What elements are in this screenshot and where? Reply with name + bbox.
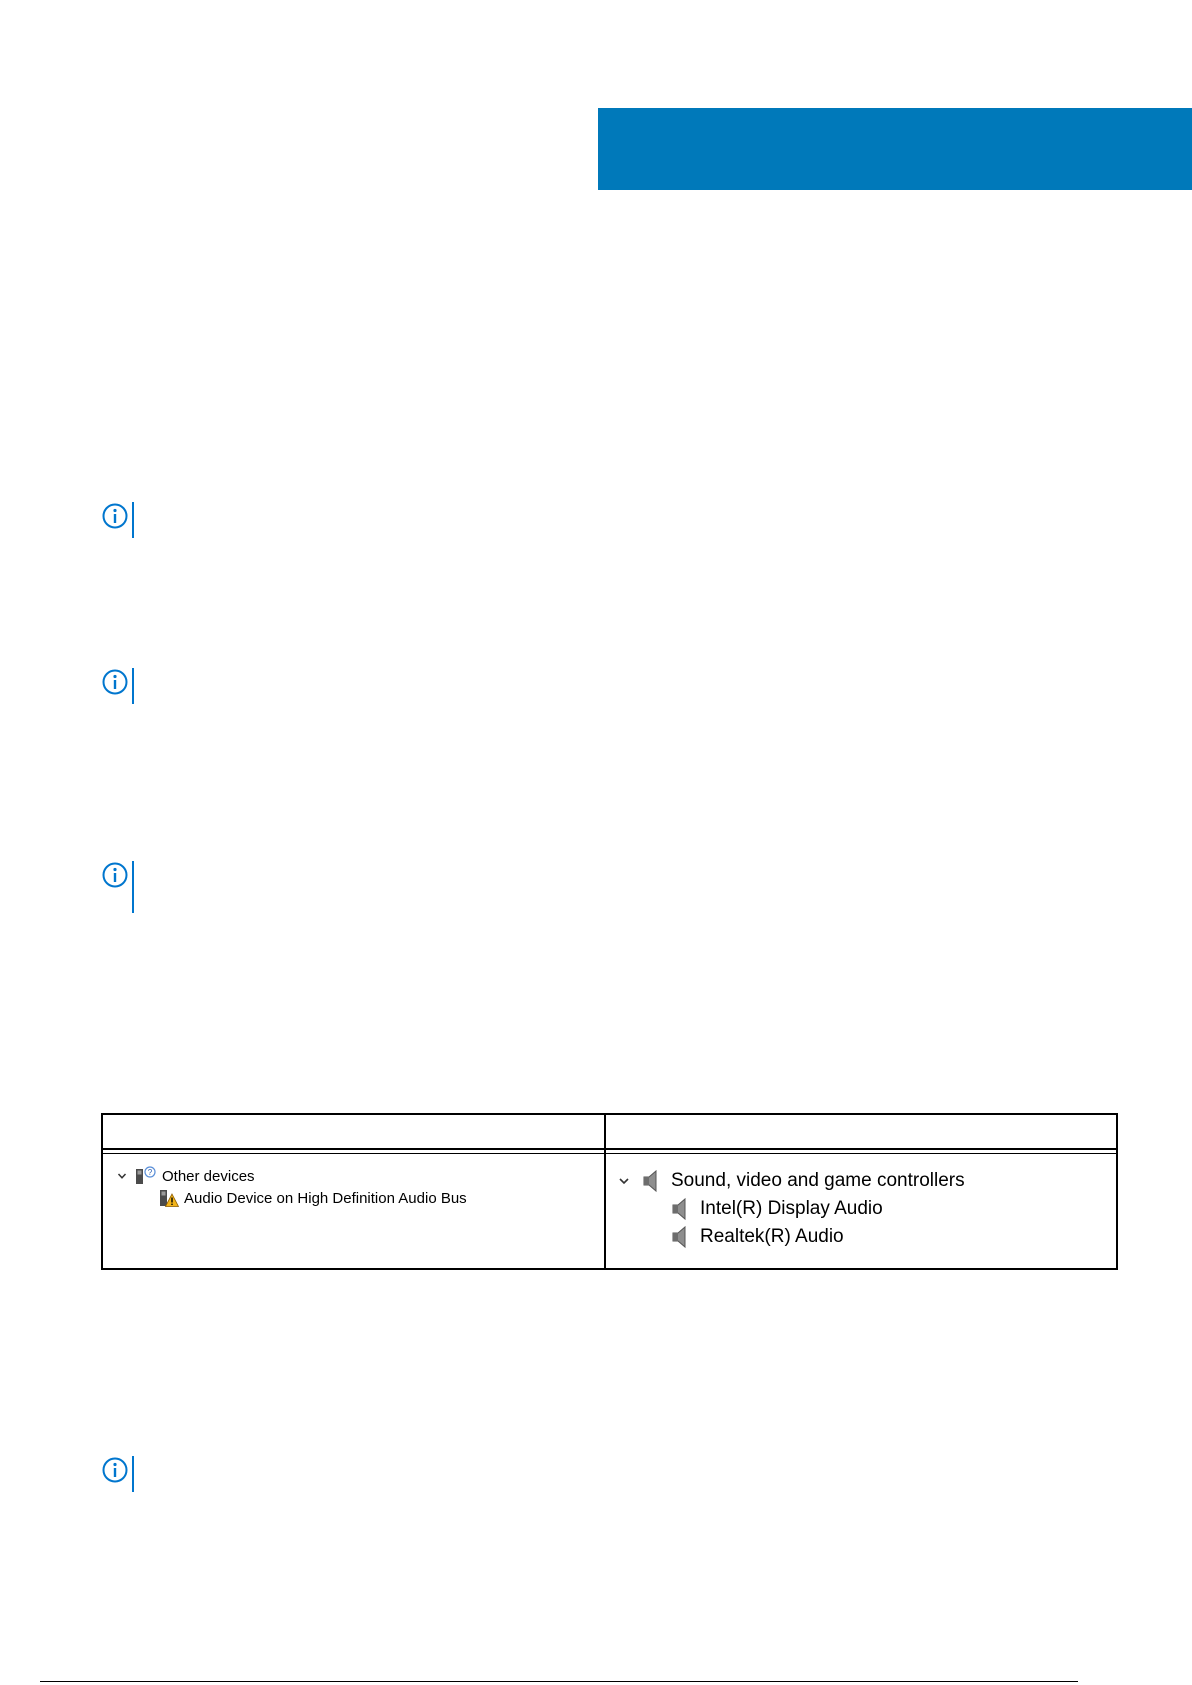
tree-item-row — [159, 1188, 467, 1208]
table-header-rule — [103, 1148, 1116, 1150]
tree-category-row — [618, 1169, 965, 1193]
note-marker — [101, 668, 137, 704]
info-icon — [101, 861, 129, 889]
info-icon — [101, 502, 129, 530]
note-marker — [101, 1456, 137, 1492]
tree-item-row — [671, 1225, 844, 1249]
device-manager-comparison-table — [101, 1113, 1118, 1270]
tree-category-label: Sound, video and game controllers — [671, 1170, 965, 1191]
tree-category-label: Other devices — [162, 1167, 255, 1185]
speaker-icon — [642, 1169, 660, 1193]
table-header-rule — [103, 1153, 1116, 1154]
chevron-down-icon — [618, 1175, 630, 1187]
note-rule — [132, 1456, 134, 1492]
note-rule — [132, 668, 134, 704]
chapter-banner — [598, 108, 1192, 190]
footer-rule — [40, 1681, 1078, 1682]
speaker-icon — [671, 1197, 689, 1221]
speaker-icon — [671, 1225, 689, 1249]
tree-category-row — [117, 1166, 255, 1186]
chevron-down-icon — [117, 1171, 127, 1181]
tree-item-row — [671, 1197, 883, 1221]
info-icon — [101, 1456, 129, 1484]
table-column-divider — [604, 1115, 606, 1268]
tree-item-label: Realtek(R) Audio — [700, 1226, 844, 1247]
tree-item-label: Intel(R) Display Audio — [700, 1198, 883, 1219]
note-rule — [132, 861, 134, 913]
info-icon — [101, 668, 129, 696]
note-rule — [132, 502, 134, 538]
tree-item-label: Audio Device on High Definition Audio Bus — [184, 1189, 467, 1207]
unknown-device-icon — [135, 1166, 157, 1186]
warning-device-icon — [159, 1188, 179, 1208]
note-marker — [101, 861, 137, 913]
svg-text:?: ? — [147, 1168, 153, 1177]
note-marker — [101, 502, 137, 538]
